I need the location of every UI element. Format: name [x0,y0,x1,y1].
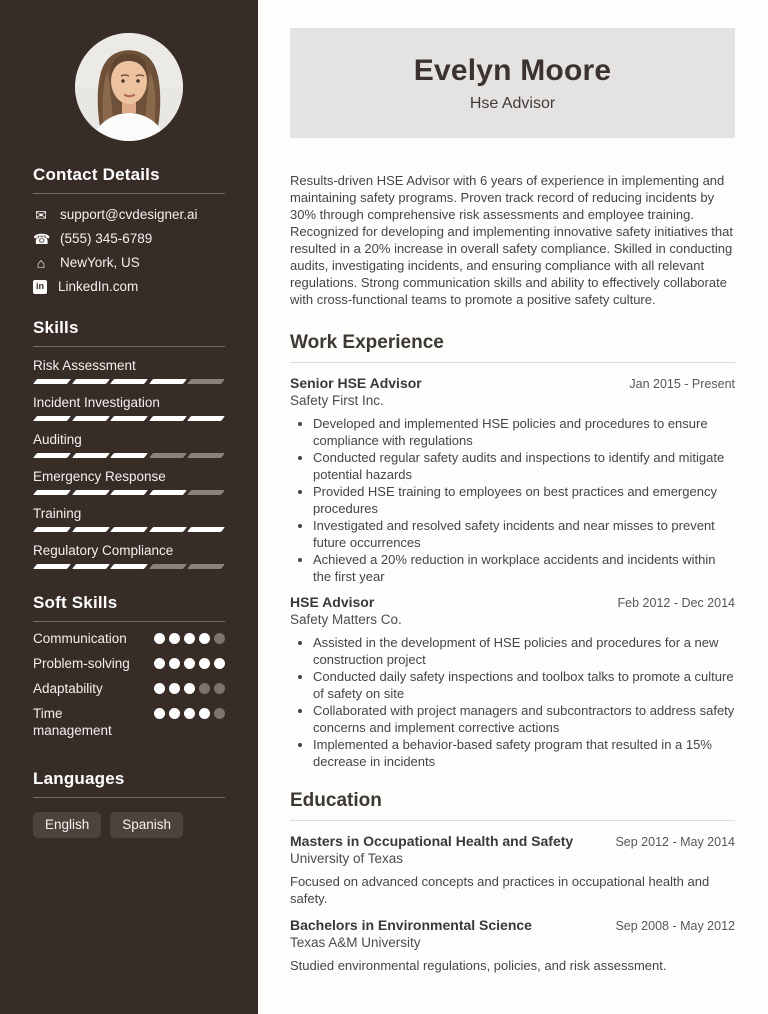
skill-bar-segment [149,527,187,532]
skill-name: Risk Assessment [33,358,136,373]
education-list [290,833,735,974]
skill-bar-segment [187,453,225,458]
rating-dot [154,683,165,694]
soft-skill-item [33,655,225,672]
soft-skills-section [33,593,225,739]
rating-dot [154,708,165,719]
rating-dot [199,683,210,694]
education-description: Focused on advanced concepts and practices in occupational health and safety. [290,874,710,906]
education-header [290,917,735,933]
soft-skill-rating [154,655,225,669]
skill-item [33,506,225,532]
education-title: Education [290,790,382,811]
languages-title: Languages [33,769,125,788]
skill-name: Emergency Response [33,469,166,484]
soft-skill-rating [154,705,225,719]
skill-bar-segment [187,527,225,532]
job-bullet: • Assisted in the development of HSE policies and procedures for a new construction project [313,634,735,668]
education-description: Studied environmental regulations, policies, and risk assessment. [290,958,667,973]
job-title: Senior HSE Advisor [290,375,422,391]
skill-bar-segment [110,490,148,495]
school-name: University of Texas [290,851,404,866]
skill-name: Incident Investigation [33,395,160,410]
rating-dot [169,683,180,694]
contact-text: (555) 345-6789 [60,231,153,246]
rating-dot [199,658,210,669]
jobs-list [290,375,735,770]
skill-bar-segment [149,490,187,495]
job-dates: Feb 2012 - Dec 2014 [617,596,735,610]
skill-item [33,358,225,384]
soft-skill-name: Problem-solving [33,656,130,671]
skill-bar-segment [110,564,148,569]
contact-item [33,207,225,222]
job-bullet: • Conducted daily safety inspections and toolbox talks to promote a culture of safety on site [313,668,735,702]
soft-skill-item [33,705,225,739]
skill-name: Auditing [33,432,82,447]
job-header [290,375,735,391]
education-entry [290,833,735,907]
rating-dot [199,633,210,644]
contact-title: Contact Details [33,165,160,184]
person-job-title: Hse Advisor [469,94,556,112]
contact-text: NewYork, US [60,255,140,270]
home-icon: ⌂ [36,254,46,271]
job-entry [290,375,735,585]
skill-bar-segment [33,453,71,458]
skill-name: Regulatory Compliance [33,543,174,558]
degree-title: Bachelors in Environmental Science [290,917,532,933]
contact-item [33,279,225,294]
divider [33,797,225,798]
contact-item [33,231,225,246]
skill-bar-segment [72,416,110,421]
skill-bar-segment [187,564,225,569]
skill-bar-segment [149,379,187,384]
skills-title: Skills [33,318,79,337]
skills-section [33,318,225,569]
rating-dot [169,708,180,719]
skill-bar-segment [33,379,71,384]
skill-bar-segment [149,453,187,458]
rating-dot [214,658,225,669]
divider [33,193,225,194]
divider [290,362,735,363]
company-name: Safety Matters Co. [290,612,402,627]
work-experience-section [290,332,735,770]
education-section [290,790,735,974]
divider [33,621,225,622]
contact-item [33,255,225,270]
skill-level-bar [33,379,225,384]
job-bullet: • Achieved a 20% reduction in workplace accidents and incidents within the first year [313,551,735,585]
job-bullets [290,415,735,585]
work-experience-title: Work Experience [290,332,444,353]
main-column [258,0,768,1014]
rating-dot [169,658,180,669]
skill-bar-segment [72,453,110,458]
skill-item [33,543,225,569]
skill-bar-segment [72,379,110,384]
rating-dot [169,633,180,644]
language-tag: Spanish [110,812,183,838]
soft-skill-rating [154,630,225,644]
sidebar [0,0,258,1014]
profile-summary: Results-driven HSE Advisor with 6 years of experience in implementing and maintaining safety programs. Proven track record of reducing incidents by 30% through comprehensive risk assessments and employee training. Recognized for developing and implementing innovative safety initiatives that resulted in a 20% increase in overall safety compliance. Skilled in conducting audits, investigating incidents, and ensuring compliance with all relevant regulations. Strong communication skills and ability to effectively collaborate with cross-functional teams to promote a positive safety culture. [290,173,733,307]
person-name: Evelyn Moore [413,53,612,87]
rating-dot [184,683,195,694]
skill-bar-segment [187,490,225,495]
skill-item [33,432,225,458]
job-bullets [290,634,735,770]
contact-section [33,165,225,294]
rating-dot [184,658,195,669]
soft-skill-item [33,630,225,647]
skill-level-bar [33,453,225,458]
linkedin-icon: in [33,280,47,294]
skill-bar-segment [110,453,148,458]
job-bullet: • Provided HSE training to employees on best practices and emergency procedures [313,483,735,517]
skill-bar-segment [72,490,110,495]
skill-name: Training [33,506,82,521]
soft-skill-name: Time management [33,706,112,738]
job-bullet: • Implemented a behavior-based safety program that resulted in a 15% decrease in incidents [313,736,735,770]
soft-skills-title: Soft Skills [33,593,118,612]
rating-dot [214,683,225,694]
education-dates: Sep 2012 - May 2014 [615,835,735,849]
soft-skill-rating [154,680,225,694]
name-header [290,28,735,138]
mail-icon: ✉ [35,206,47,223]
job-entry [290,594,735,770]
skill-level-bar [33,490,225,495]
phone-icon: ☎ [33,230,51,247]
skill-level-bar [33,527,225,532]
contact-text: LinkedIn.com [58,279,139,294]
rating-dot [154,633,165,644]
rating-dot [184,633,195,644]
education-header [290,833,735,849]
soft-skill-name: Communication [33,631,127,646]
skill-bar-segment [110,416,148,421]
degree-title: Masters in Occupational Health and Safety [290,833,574,849]
skills-list [33,358,225,569]
skill-bar-segment [110,379,148,384]
education-entry [290,917,735,974]
skill-bar-segment [149,564,187,569]
job-bullet: • Investigated and resolved safety incidents and near misses to prevent future occurrences [313,517,735,551]
skill-bar-segment [33,490,71,495]
education-dates: Sep 2008 - May 2012 [615,919,735,933]
skill-level-bar [33,564,225,569]
skill-bar-segment [187,416,225,421]
rating-dot [154,658,165,669]
skill-bar-segment [33,416,71,421]
soft-skills-list [33,630,225,739]
profile-photo [75,33,183,141]
divider [33,346,225,347]
profile-photo-illustration [75,33,183,141]
skill-item [33,469,225,495]
skill-level-bar [33,416,225,421]
skill-bar-segment [187,379,225,384]
language-tag: English [33,812,101,838]
job-title: HSE Advisor [290,594,375,610]
rating-dot [214,708,225,719]
soft-skill-item [33,680,225,697]
rating-dot [214,633,225,644]
job-bullet: • Conducted regular safety audits and inspections to identify and mitigate potential hazards [313,449,735,483]
skill-bar-segment [149,416,187,421]
job-dates: Jan 2015 - Present [629,377,735,391]
skill-bar-segment [33,564,71,569]
rating-dot [199,708,210,719]
skill-bar-segment [33,527,71,532]
job-bullet: • Developed and implemented HSE policies and procedures to ensure compliance with regulations [313,415,735,449]
rating-dot [184,708,195,719]
skill-bar-segment [110,527,148,532]
skill-bar-segment [72,564,110,569]
contact-list [33,207,225,294]
company-name: Safety First Inc. [290,393,384,408]
divider [290,820,735,821]
job-header [290,594,735,610]
job-bullet: • Collaborated with project managers and subcontractors to address safety concerns and implement corrective actions [313,702,735,736]
languages-section [33,769,225,838]
school-name: Texas A&M University [290,935,421,950]
contact-text: support@cvdesigner.ai [60,207,198,222]
language-tags [33,812,225,838]
soft-skill-name: Adaptability [33,681,103,696]
skill-item [33,395,225,421]
skill-bar-segment [72,527,110,532]
